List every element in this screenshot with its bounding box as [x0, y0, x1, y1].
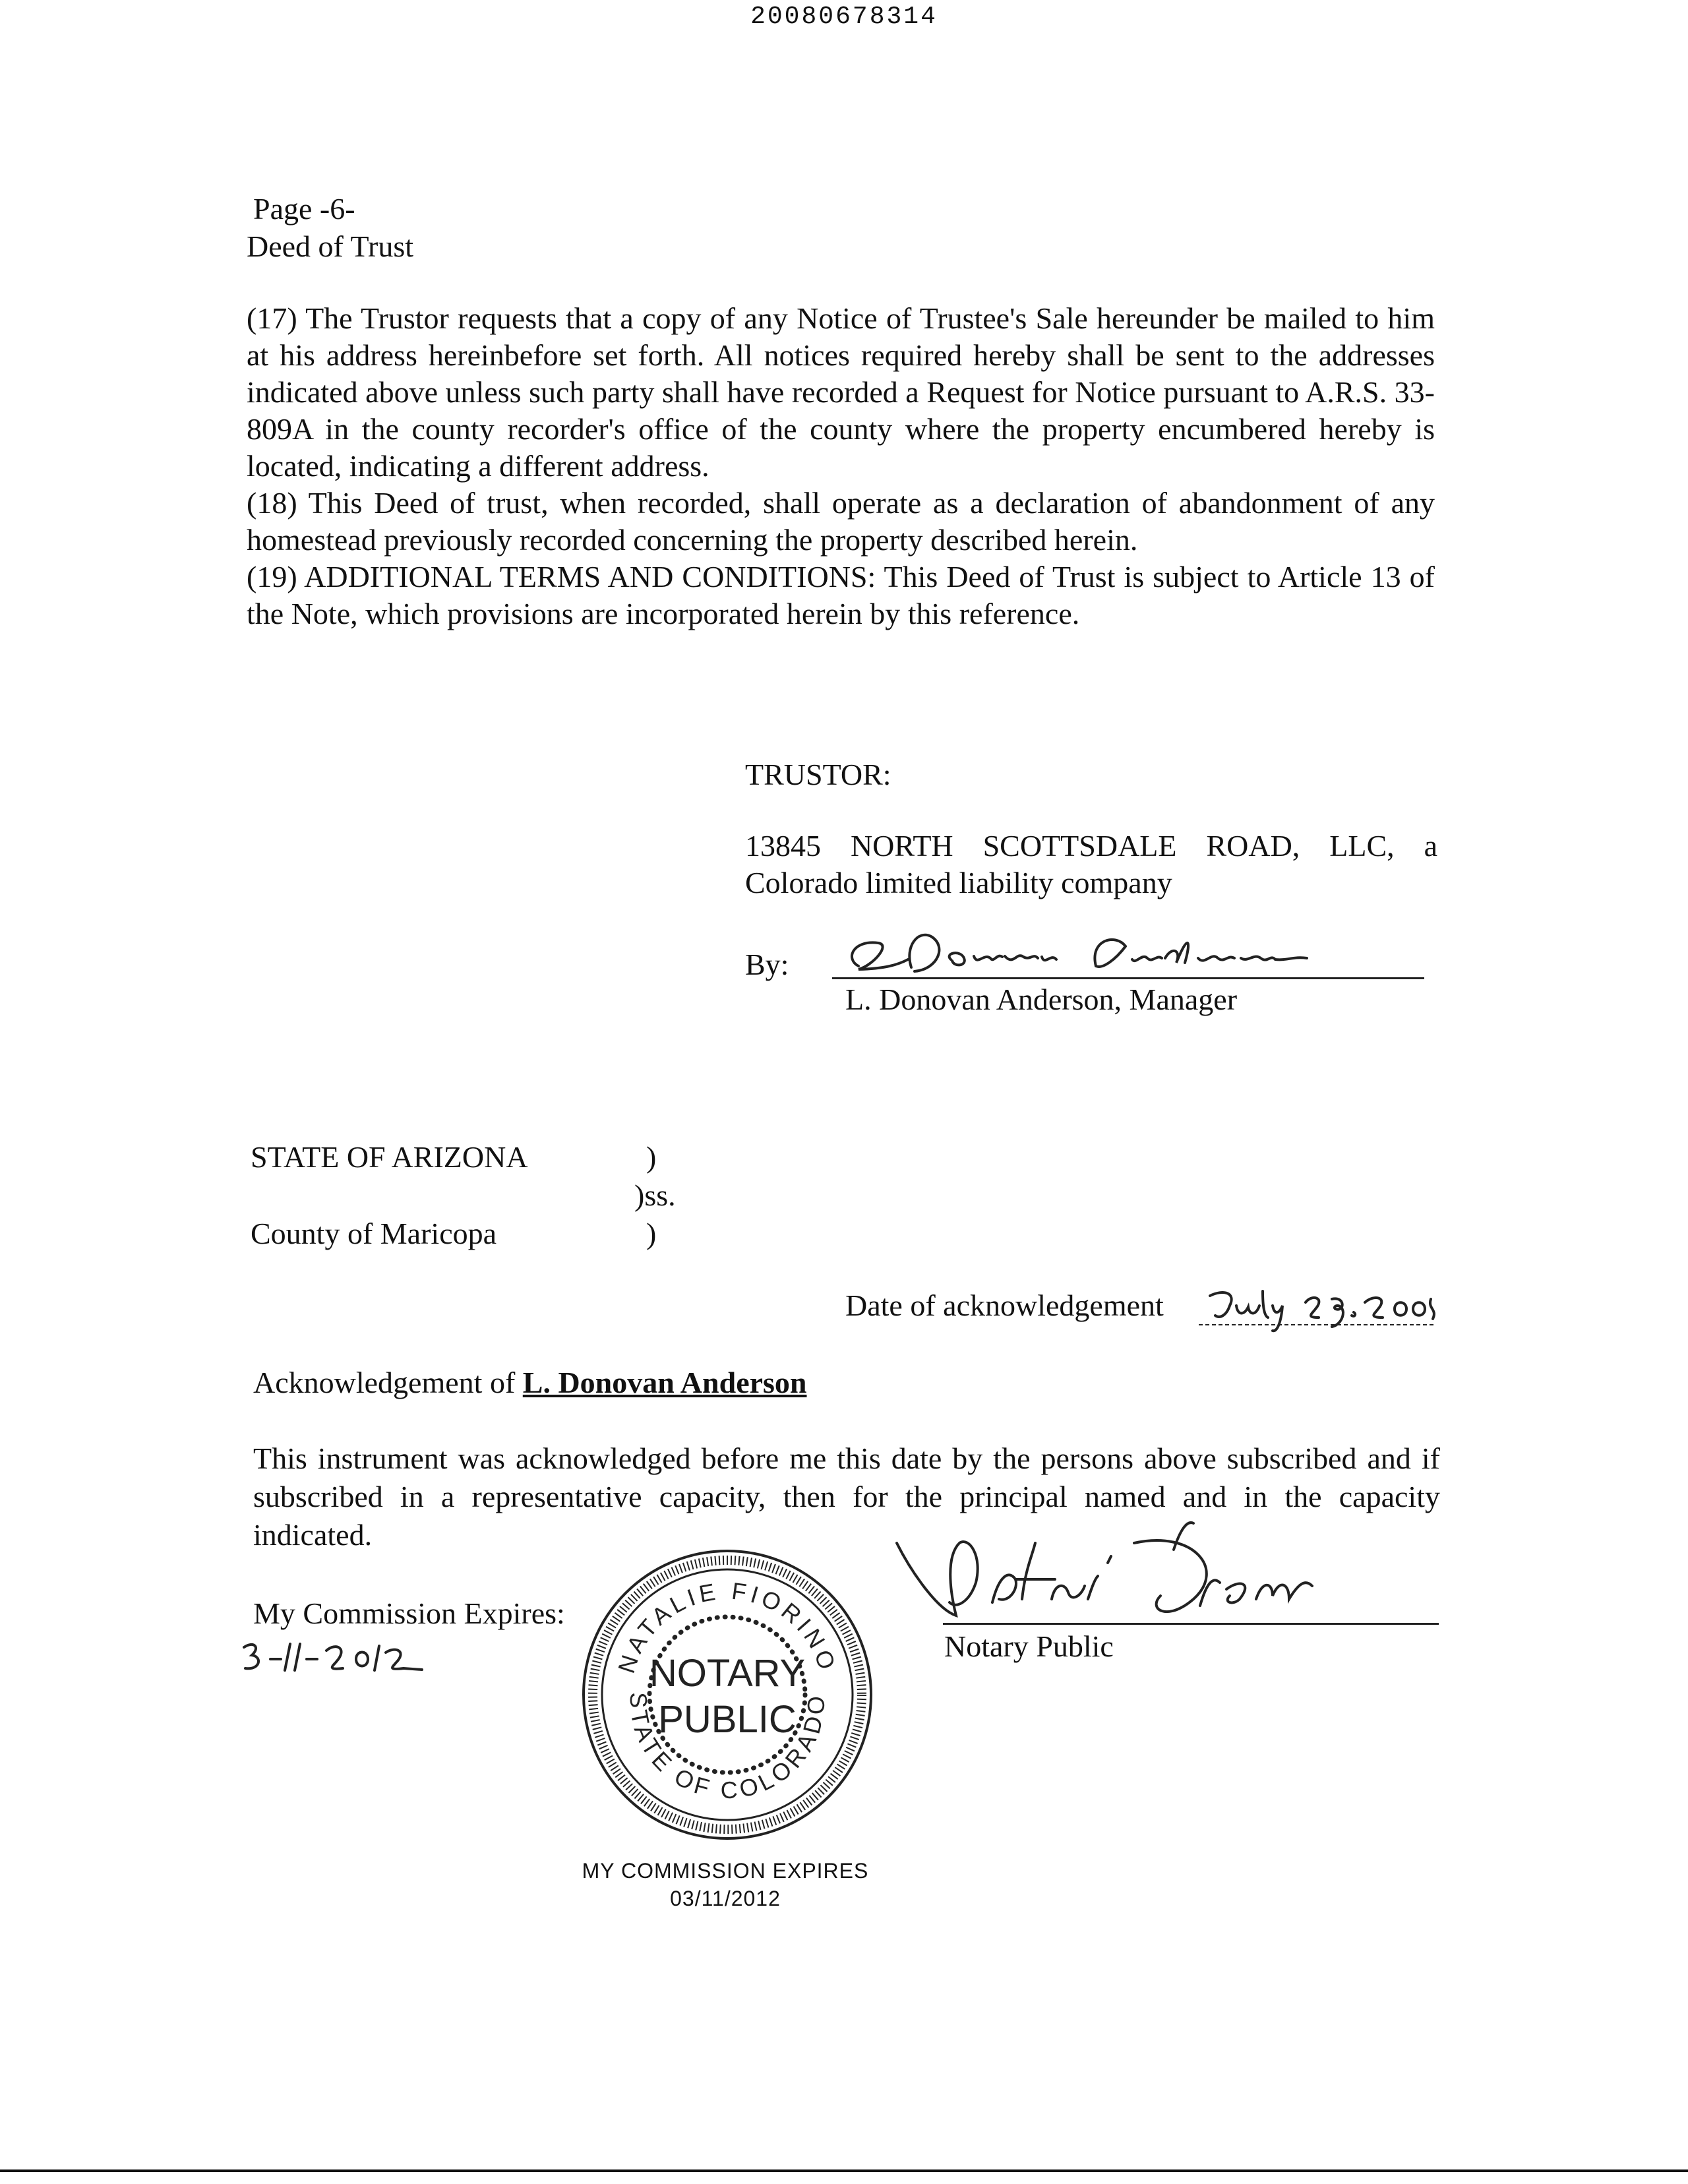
- acknowledgement-of-label: Acknowledgement of: [253, 1366, 516, 1399]
- seal-expires-date: 03/11/2012: [670, 1887, 781, 1910]
- acknowledgement-of: [253, 1365, 807, 1400]
- acknowledgement-date-label: Date of acknowledgement: [845, 1289, 1164, 1322]
- notary-seal: [579, 1546, 876, 1843]
- seal-expiration: [528, 1857, 923, 1912]
- venue-paren-open: ): [646, 1140, 657, 1174]
- trustor-entity: 13845 NORTH SCOTTSDALE ROAD, LLC, a Colorado limited liability company: [745, 829, 1437, 899]
- page-number: Page -6-: [253, 192, 355, 226]
- paragraph-18: (18) This Deed of trust, when recorded, shall operate as a declaration of abandonment of any homestead previously recorded concerning the property described herein.: [247, 486, 1435, 557]
- notary-public-label: Notary Public: [944, 1629, 1114, 1663]
- paragraph-17: (17) The Trustor requests that a copy of any Notice of Trustee's Sale hereunder be mailed to him at his address hereinbefore set forth. All notices required hereby shall be sent to the addresses indicated above unless such party shall have recorded a Request for Notice pursuant to A.R.S. 33-809A in the county recorder's office of the county where the property encumbered hereby is located, indicating a different address.: [247, 301, 1435, 483]
- seal-expires-label: MY COMMISSION EXPIRES: [582, 1859, 869, 1883]
- seal-line-public: PUBLIC: [658, 1698, 797, 1741]
- acknowledgement-date-line: [1199, 1324, 1433, 1325]
- acknowledged-person-name: L. Donovan Anderson: [522, 1366, 807, 1399]
- venue-county: County of Maricopa: [251, 1217, 497, 1250]
- paragraph-19: (19) ADDITIONAL TERMS AND CONDITIONS: This Deed of Trust is subject to Article 13 of the Note, which provisions are incorporated herein by this reference.: [247, 560, 1435, 630]
- signer-name: L. Donovan Anderson, Manager: [845, 983, 1238, 1016]
- seal-dotted-ring: [649, 1617, 805, 1773]
- acknowledgement-date-handwritten: [1197, 1279, 1441, 1339]
- venue-state: STATE OF ARIZONA: [251, 1140, 528, 1174]
- acknowledgement-statement: This instrument was acknowledged before me this date by the persons above subscribed and if subscribed in a representative capacity, then for the principal named and in the capacity indicated.: [253, 1441, 1440, 1552]
- document-number: 20080678314: [750, 3, 938, 31]
- trustor-label: TRUSTOR:: [745, 758, 891, 791]
- commission-expires-handwritten: [237, 1634, 435, 1680]
- notary-signature: [884, 1517, 1378, 1635]
- document-title: Deed of Trust: [247, 229, 414, 263]
- by-label: By:: [745, 948, 789, 981]
- notary-signature-line: [943, 1623, 1439, 1625]
- venue-ss: )ss.: [634, 1178, 676, 1212]
- trustor-signature: [832, 920, 1426, 983]
- trustor-signature-line: [832, 977, 1424, 979]
- commission-expires-label: My Commission Expires:: [253, 1596, 565, 1630]
- venue-paren-close: ): [646, 1217, 657, 1250]
- page-bottom-rule: [0, 2169, 1688, 2172]
- seal-state: STATE OF COLORADO: [624, 1691, 830, 1804]
- seal-line-notary: NOTARY: [649, 1652, 806, 1695]
- seal-name: NATALIE FIORINO: [612, 1577, 843, 1677]
- terms-paragraphs: [247, 300, 1435, 632]
